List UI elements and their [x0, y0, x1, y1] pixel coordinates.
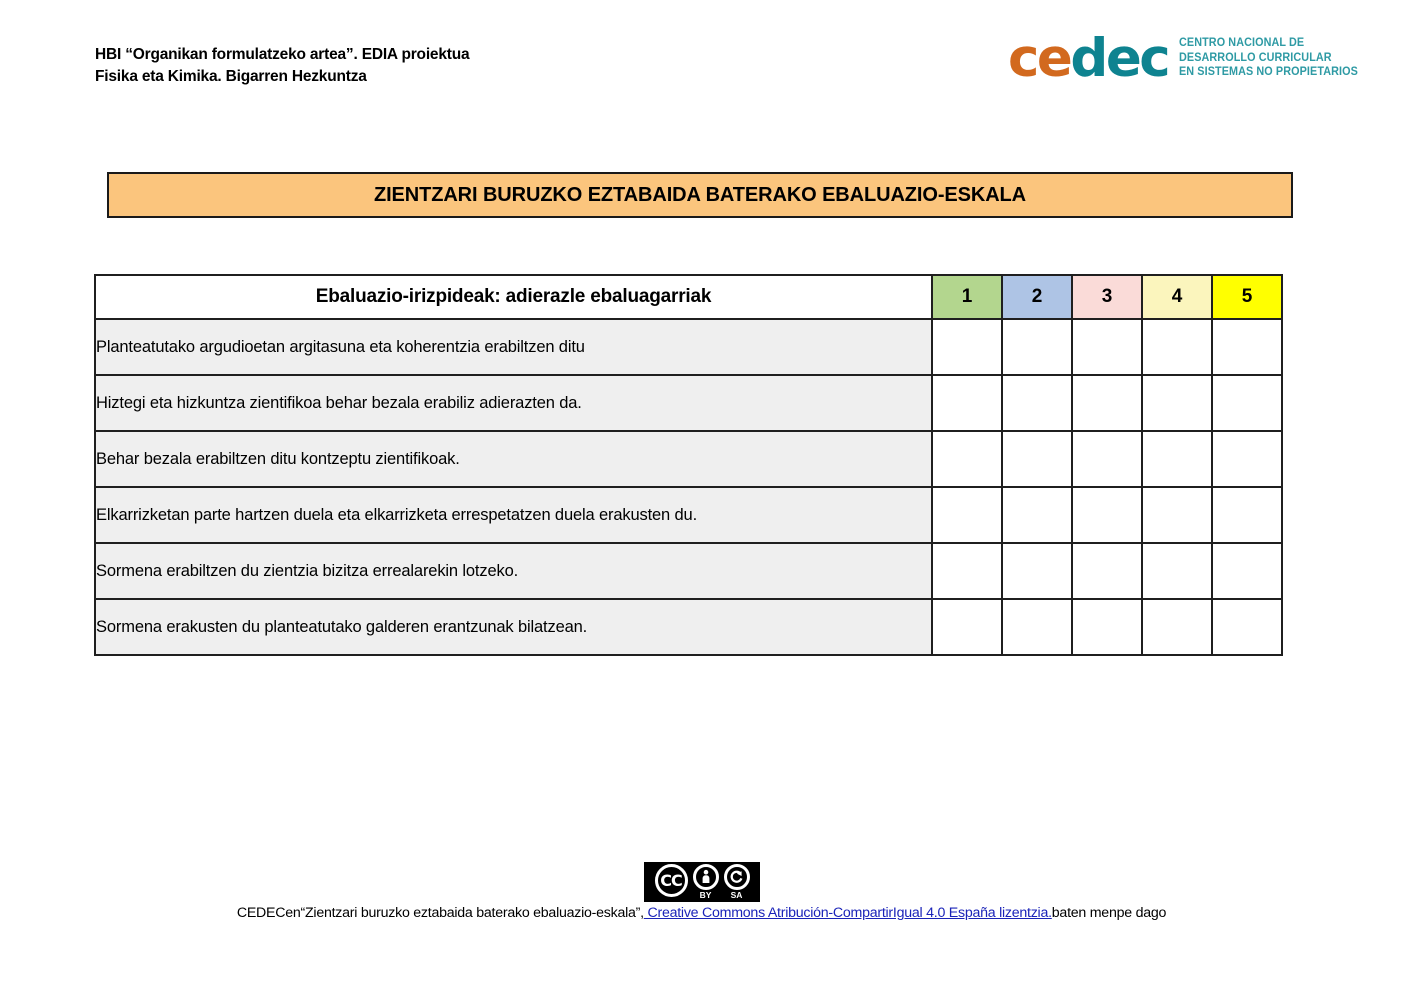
- score-checkbox-cell-1[interactable]: [932, 431, 1002, 487]
- score-column-header-5: 5: [1212, 275, 1282, 319]
- cedec-logo-wordmark-orange: ce: [1008, 27, 1071, 89]
- table-row: [95, 599, 1282, 655]
- criterion-label: Sormena erakusten du planteatutako galderen erantzunak bilatzean.: [95, 599, 932, 655]
- score-checkbox-cell-3[interactable]: [1072, 319, 1142, 375]
- table-body: [95, 319, 1282, 655]
- table-header-row: [95, 275, 1282, 319]
- score-checkbox-cell-2[interactable]: [1002, 431, 1072, 487]
- cedec-logo-tagline-line2: DESARROLLO CURRICULAR: [1179, 51, 1332, 64]
- criterion-label: Planteatutako argudioetan argitasuna eta koherentzia erabiltzen ditu: [95, 319, 932, 375]
- score-checkbox-cell-1[interactable]: [932, 487, 1002, 543]
- table-row: [95, 543, 1282, 599]
- table-row: [95, 431, 1282, 487]
- score-checkbox-cell-3[interactable]: [1072, 375, 1142, 431]
- score-checkbox-cell-3[interactable]: [1072, 487, 1142, 543]
- license-text-before: CEDECen“Zientzari buruzko eztabaida baterako ebaluazio-eskala”,: [236, 905, 644, 921]
- score-checkbox-cell-4[interactable]: [1142, 319, 1212, 375]
- cedec-logo-tagline: [1179, 36, 1358, 80]
- criterion-label: Elkarrizketan parte hartzen duela eta elkarrizketa errespetatzen duela erakusten du.: [95, 487, 932, 543]
- score-column-header-1: 1: [932, 275, 1002, 319]
- score-checkbox-cell-2[interactable]: [1002, 487, 1072, 543]
- cedec-logo-tagline-line3: EN SISTEMAS NO PROPIETARIOS: [1179, 66, 1359, 79]
- criterion-label: Sormena erabiltzen du zientzia bizitza errealarekin lotzeko.: [95, 543, 932, 599]
- document-header-line1: HBI “Organikan formulatzeko artea”. EDIA proiektua: [95, 46, 470, 63]
- cedec-logo-tagline-line1: CENTRO NACIONAL DE: [1179, 36, 1305, 49]
- table-row: [95, 375, 1282, 431]
- criteria-column-header: Ebaluazio-irizpideak: adierazle ebaluagarriak: [95, 275, 932, 319]
- score-checkbox-cell-4[interactable]: [1142, 599, 1212, 655]
- cc-sa-caption: SA: [730, 890, 743, 901]
- score-checkbox-cell-4[interactable]: [1142, 431, 1212, 487]
- table-row: [95, 319, 1282, 375]
- score-checkbox-cell-5[interactable]: [1212, 375, 1282, 431]
- share-alike-icon: [724, 864, 750, 890]
- score-checkbox-cell-5[interactable]: [1212, 599, 1282, 655]
- score-checkbox-cell-5[interactable]: [1212, 431, 1282, 487]
- person-icon: [693, 864, 719, 890]
- cedec-logo-wordmark: [1008, 27, 1169, 89]
- score-checkbox-cell-3[interactable]: [1072, 431, 1142, 487]
- document-header-line2: Fisika eta Kimika. Bigarren Hezkuntza: [95, 68, 367, 86]
- criterion-label: Behar bezala erabiltzen ditu kontzeptu zientifikoak.: [95, 431, 932, 487]
- license-text-after: baten menpe dago: [1051, 905, 1167, 921]
- cc-sa-item: [724, 864, 750, 900]
- cc-by-caption: BY: [699, 890, 712, 901]
- cedec-logo: [1008, 27, 1370, 89]
- cc-icon: CC: [655, 864, 688, 897]
- license-link[interactable]: Creative Commons Atribución-CompartirIgual 4.0 España lizentzia.: [643, 905, 1052, 921]
- score-checkbox-cell-3[interactable]: [1072, 543, 1142, 599]
- score-checkbox-cell-4[interactable]: [1142, 543, 1212, 599]
- score-checkbox-cell-1[interactable]: [932, 599, 1002, 655]
- score-checkbox-cell-5[interactable]: [1212, 319, 1282, 375]
- score-checkbox-cell-4[interactable]: [1142, 487, 1212, 543]
- score-column-header-3: 3: [1072, 275, 1142, 319]
- score-column-header-2: 2: [1002, 275, 1072, 319]
- cedec-logo-wordmark-teal: dec: [1070, 27, 1169, 89]
- cc-by-item: [693, 864, 719, 900]
- score-column-header-4: 4: [1142, 275, 1212, 319]
- score-checkbox-cell-1[interactable]: [932, 543, 1002, 599]
- score-checkbox-cell-5[interactable]: [1212, 487, 1282, 543]
- score-checkbox-cell-4[interactable]: [1142, 375, 1212, 431]
- evaluation-rubric-table: [94, 274, 1283, 656]
- score-checkbox-cell-5[interactable]: [1212, 543, 1282, 599]
- score-checkbox-cell-1[interactable]: [932, 375, 1002, 431]
- page-title: ZIENTZARI BURUZKO EZTABAIDA BATERAKO EBALUAZIO-ESKALA: [373, 183, 1027, 206]
- license-text: [0, 905, 1403, 921]
- score-checkbox-cell-2[interactable]: [1002, 543, 1072, 599]
- score-checkbox-cell-2[interactable]: [1002, 599, 1072, 655]
- creative-commons-badge-inner: [655, 864, 750, 900]
- score-checkbox-cell-2[interactable]: [1002, 375, 1072, 431]
- table-row: [95, 487, 1282, 543]
- score-checkbox-cell-2[interactable]: [1002, 319, 1072, 375]
- document-header: [95, 44, 469, 89]
- creative-commons-badge[interactable]: [644, 862, 760, 902]
- criterion-label: Hiztegi eta hizkuntza zientifikoa behar bezala erabiliz adierazten da.: [95, 375, 932, 431]
- title-banner: [107, 172, 1293, 218]
- score-checkbox-cell-3[interactable]: [1072, 599, 1142, 655]
- score-checkbox-cell-1[interactable]: [932, 319, 1002, 375]
